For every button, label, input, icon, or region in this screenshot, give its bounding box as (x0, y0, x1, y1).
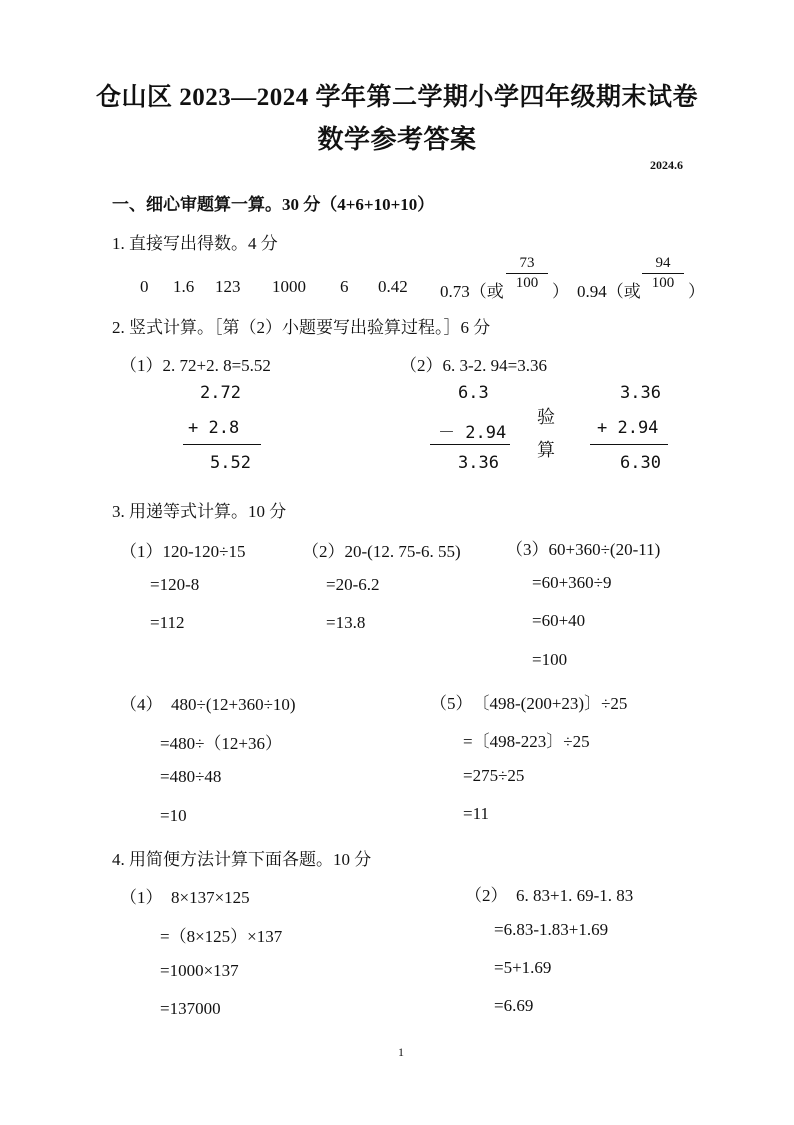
section-heading: 一、细心审题算一算。30 分（4+6+10+10） (112, 195, 435, 214)
q3-p3-line: =100 (532, 650, 568, 669)
fraction-numerator: 73 (519, 255, 535, 271)
q3-p2-line: （2）20-(12. 75-6. 55) (302, 542, 461, 561)
vertical-calc-top: 2.72 (200, 383, 241, 403)
q4-p1-line: =137000 (160, 999, 221, 1018)
page-subtitle: 数学参考答案 (317, 125, 477, 154)
q3-p1-line: =112 (150, 613, 185, 632)
vertical-calc-operand: － 2.94 (438, 423, 507, 443)
check-label: 验 (537, 407, 555, 427)
q2-title: 2. 竖式计算。［第（2）小题要写出验算过程。］6 分 (112, 318, 491, 337)
q4-p1-line: =1000×137 (160, 961, 239, 980)
q4-p2-line: =5+1.69 (494, 958, 552, 977)
q3-p3-line: （3）60+360÷(20-11) (506, 540, 661, 559)
q1-fraction (642, 254, 684, 292)
fraction-numerator: 94 (655, 255, 671, 271)
q4-title: 4. 用简便方法计算下面各题。10 分 (112, 850, 372, 869)
date-label: 2024.6 (650, 158, 683, 172)
q3-p2-line: =20-6.2 (326, 575, 380, 594)
fraction-denominator: 100 (515, 275, 539, 291)
q1-answer: 0 (140, 277, 149, 296)
q3-p1-line: （1）120-120÷15 (120, 542, 246, 561)
page-title: 仓山区 2023—2024 学年第二学期小学四年级期末试卷 (95, 84, 698, 111)
q3-p1-line: =120-8 (150, 575, 200, 594)
vertical-calc-result: 3.36 (458, 453, 499, 473)
fraction-denominator: 100 (651, 275, 675, 291)
q4-p1-line: （1） 8×137×125 (120, 888, 250, 907)
q4-p2-line: =6.83-1.83+1.69 (494, 920, 609, 939)
q3-p5-line: =11 (463, 804, 489, 823)
check-label: 算 (537, 440, 555, 460)
page-number: 1 (398, 1045, 404, 1059)
q3-p5-line: （5） 〔498-(200+23)〕÷25 (430, 694, 628, 713)
q3-p3-line: =60+360÷9 (532, 573, 612, 592)
q1-answer: 123 (215, 277, 241, 296)
q1-answer: 0.73（或 (440, 282, 504, 301)
q1-answer: 0.42 (378, 277, 408, 296)
q3-p5-line: =275÷25 (463, 766, 525, 785)
q1-answer: ） (552, 282, 569, 301)
q1-fraction (506, 254, 548, 292)
q2-p2-label: （2）6. 3-2. 94=3.36 (400, 356, 547, 375)
q1-title: 1. 直接写出得数。4 分 (112, 234, 278, 253)
q3-p4-line: =480÷48 (160, 767, 222, 786)
q4-p1-line: =（8×125）×137 (160, 927, 283, 946)
q3-p4-line: =10 (160, 806, 187, 825)
q1-answer: 6 (340, 277, 349, 296)
q1-answer: 1.6 (173, 277, 195, 296)
check-calc-operand: + 2.94 (597, 418, 659, 438)
q3-p2-line: =13.8 (326, 613, 366, 632)
vertical-calc-operand: + 2.8 (188, 418, 240, 438)
vertical-calc-top: 6.3 (458, 383, 489, 403)
q1-answer: 0.94（或 (577, 282, 641, 301)
check-calc-result: 6.30 (620, 453, 661, 473)
q1-answer: ） (688, 282, 705, 301)
q3-p4-line: =480÷（12+36） (160, 734, 283, 753)
q3-p5-line: =〔498-223〕÷25 (463, 732, 590, 751)
calc-underline (183, 444, 261, 445)
calc-underline (590, 444, 668, 445)
calc-underline (430, 444, 510, 445)
vertical-calc-result: 5.52 (210, 453, 251, 473)
q4-p2-line: （2） 6. 83+1. 69-1. 83 (465, 886, 634, 905)
check-calc-top: 3.36 (620, 383, 661, 403)
q2-p1-label: （1）2. 72+2. 8=5.52 (120, 356, 271, 375)
q4-p2-line: =6.69 (494, 996, 534, 1015)
q3-title: 3. 用递等式计算。10 分 (112, 502, 287, 521)
q3-p3-line: =60+40 (532, 611, 586, 630)
q1-answer: 1000 (272, 277, 306, 296)
q3-p4-line: （4） 480÷(12+360÷10) (120, 695, 296, 714)
